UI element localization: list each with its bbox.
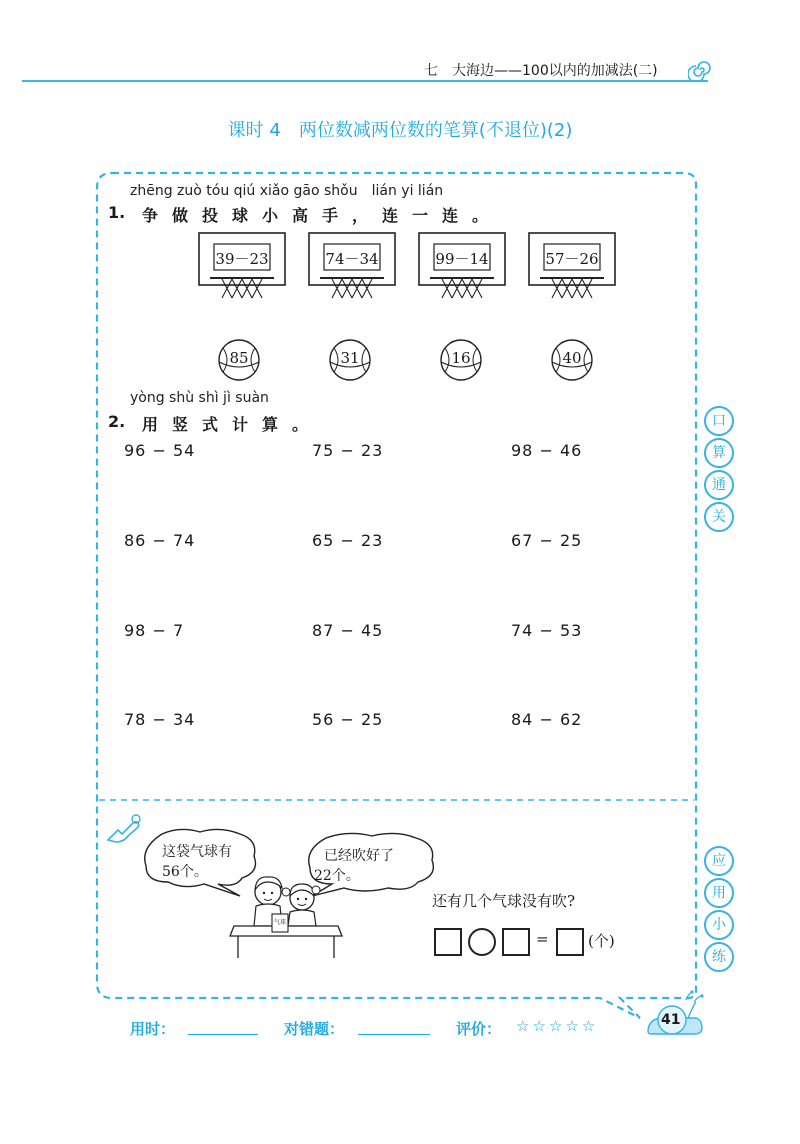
ball-3[interactable] [439,338,483,382]
q1-instruction: 争做投球小高手，连一连。 [142,206,503,225]
ball-1[interactable] [217,338,261,382]
side-tab-char: 通 [704,470,734,500]
basketball-hoop-icon [418,232,506,310]
hoop-expression: 74－34 [325,250,379,268]
time-field[interactable] [188,1034,258,1035]
word-problem-question: 还有几个气球没有吹? [432,892,576,910]
unit-label: (个) [588,932,615,950]
q2-pinyin: yòng shù shì jì suàn [130,390,269,406]
q2-instruction: 用竖式计算。 [142,415,323,434]
ball-value: 31 [340,349,360,367]
bubble-left-line2: 56个。 [162,864,208,880]
bubble-right-line2: 22个。 [314,868,360,884]
calc-problem[interactable]: 74 − 53 [511,621,583,640]
hoop-3[interactable] [418,232,506,310]
hoop-expression: 39－23 [215,250,269,268]
answer-box-result[interactable] [556,928,584,956]
hoop-expression: 99－14 [435,250,489,268]
ball-value: 40 [562,349,582,367]
side-tab-char: 练 [704,942,734,972]
operator-circle[interactable] [468,928,496,956]
page-number: 41 [661,1012,681,1028]
basketball-hoop-icon [308,232,396,310]
basketball-hoop-icon [528,232,616,310]
side-tab-char: 应 [704,846,734,876]
ball-value: 16 [451,349,471,367]
side-tab-char: 用 [704,878,734,908]
bubble-left-line1: 这袋气球有 [162,844,232,860]
calc-problem[interactable]: 78 − 34 [124,710,196,729]
rating-stars[interactable]: ☆☆☆☆☆ [516,1017,599,1035]
rating-label: 评价： [456,1020,502,1038]
time-label: 用时： [130,1020,176,1038]
calc-problem[interactable]: 75 − 23 [312,441,384,460]
q2-number: 2. [108,412,126,431]
calc-problem[interactable]: 56 − 25 [312,710,384,729]
hoop-4[interactable] [528,232,616,310]
q1-pinyin: zhēng zuò tóu qiú xiǎo gāo shǒu lián yi lián [130,183,444,199]
side-tab-char: 算 [704,438,734,468]
ball-2[interactable] [328,338,372,382]
calc-problem[interactable]: 67 − 25 [511,531,583,550]
calc-problem[interactable]: 96 − 54 [124,441,196,460]
calc-problem[interactable]: 98 − 7 [124,621,185,640]
hoop-1[interactable] [198,232,286,310]
lesson-title: 课时 4 两位数减两位数的笔算(不退位)(2) [227,120,573,141]
bubble-right-line1: 已经吹好了 [324,848,394,864]
side-tab-char: 小 [704,910,734,940]
calc-problem[interactable]: 86 − 74 [124,531,196,550]
errors-label: 对错题： [284,1020,345,1038]
calc-problem[interactable]: 87 − 45 [312,621,384,640]
pointing-hand-icon [104,812,144,846]
hoop-2[interactable] [308,232,396,310]
q1-number: 1. [108,203,126,222]
hoop-expression: 57－26 [545,250,599,268]
ball-value: 85 [229,349,249,367]
side-tab-char: 口 [704,406,734,436]
answer-box-2[interactable] [502,928,530,956]
basketball-hoop-icon [198,232,286,310]
calc-problem[interactable]: 98 − 46 [511,441,583,460]
equals-sign: = [536,930,549,948]
ball-4[interactable] [550,338,594,382]
errors-field[interactable] [358,1034,430,1035]
calc-problem[interactable]: 84 − 62 [511,710,583,729]
answer-box-1[interactable] [434,928,462,956]
unit-header: 七 大海边——100以内的加减法(二) [424,63,658,79]
side-tab-char: 关 [704,502,734,532]
calc-problem[interactable]: 65 − 23 [312,531,384,550]
balloon-bag-label: 气球 [274,919,287,926]
children-illustration [226,868,346,960]
